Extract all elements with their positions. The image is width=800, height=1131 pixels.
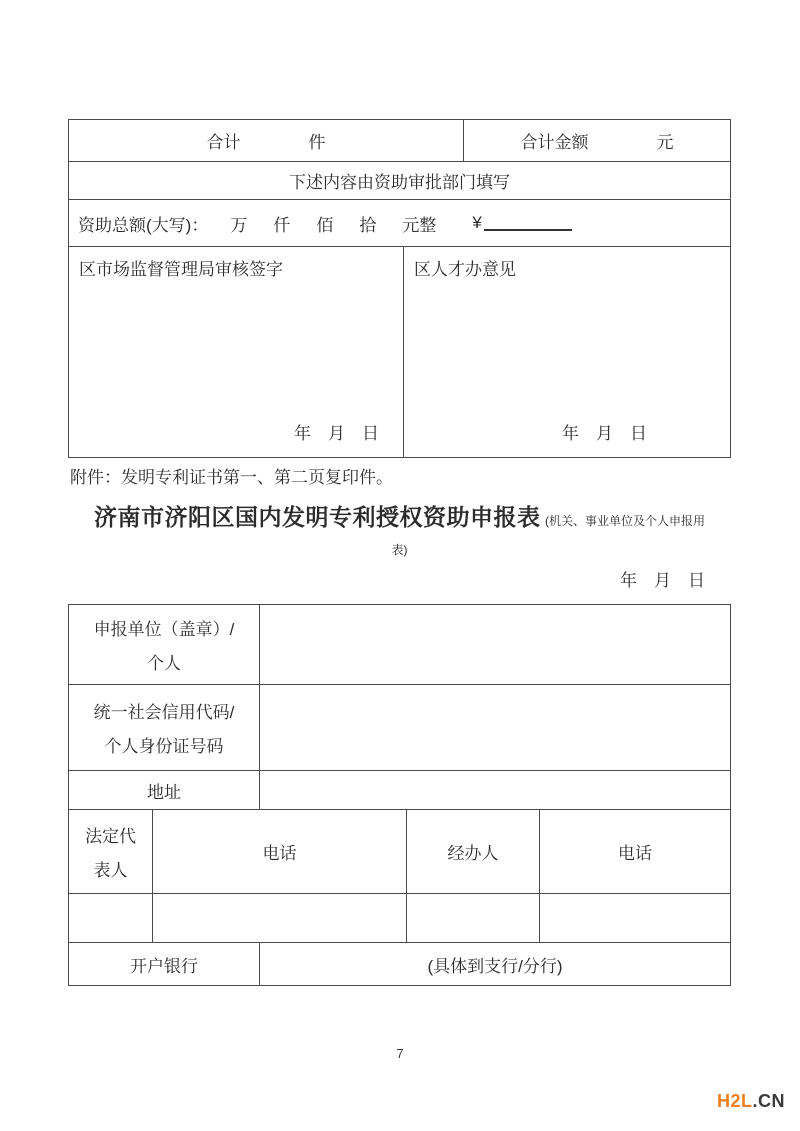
credit-code-label-line1: 统一社会信用代码/ bbox=[93, 703, 235, 722]
amount-unit-qian: 仟 bbox=[273, 215, 291, 235]
total-count-cell: 合计 件 bbox=[206, 133, 326, 152]
form-title-main: 济南市济阳区国内发明专利授权资助申报表 bbox=[94, 504, 541, 530]
empty-fill-row bbox=[69, 893, 730, 942]
market-bureau-sign-date: 年 月 日 bbox=[294, 424, 379, 443]
market-bureau-sign-cell bbox=[69, 247, 403, 457]
credit-code-label-line2: 个人身份证号码 bbox=[104, 737, 224, 756]
legal-rep-row bbox=[69, 809, 730, 893]
site-watermark-logo bbox=[717, 1091, 785, 1112]
logo-part-h2l: H2L bbox=[716, 1091, 753, 1111]
form-title-suffix-line1: (机关、事业单位及个人申报用 bbox=[544, 514, 705, 528]
bank-row bbox=[69, 942, 730, 985]
credit-code-row bbox=[69, 684, 730, 770]
total-amount-cell: 合计金额 元 bbox=[463, 120, 730, 161]
talent-office-sign-cell bbox=[403, 247, 730, 457]
page-number: 7 bbox=[396, 1046, 404, 1061]
credit-code-value-cell bbox=[259, 685, 730, 770]
legal-rep-label-line2: 表人 bbox=[93, 861, 128, 880]
signature-row bbox=[69, 246, 730, 457]
handler-label-cell: 经办人 bbox=[406, 810, 539, 893]
amount-unit-bai: 佰 bbox=[316, 215, 334, 235]
total-row bbox=[69, 120, 730, 161]
applicant-label-line1: 申报单位（盖章）/ bbox=[93, 620, 235, 639]
legal-rep-phone-label-cell: 电话 bbox=[152, 810, 406, 893]
amount-unit-yuanzheng: 元整 bbox=[402, 215, 437, 235]
talent-office-sign-date: 年 月 日 bbox=[562, 424, 647, 443]
currency-symbol: ¥ bbox=[472, 213, 482, 232]
empty-cell-2 bbox=[152, 894, 406, 942]
bank-label-cell: 开户银行 bbox=[130, 956, 198, 976]
applicant-row bbox=[69, 605, 730, 684]
amount-blank-line bbox=[484, 216, 572, 231]
attachment-note: 附件：发明专利证书第一、第二页复印件。 bbox=[70, 468, 393, 487]
subsidy-amount-label: 资助总额(大写)： bbox=[78, 215, 209, 235]
talent-office-sign-label: 区人才办意见 bbox=[414, 260, 516, 279]
address-label-cell: 地址 bbox=[147, 782, 181, 802]
address-row bbox=[69, 770, 730, 809]
bank-value-cell: (具体到支行/分行) bbox=[259, 943, 730, 985]
legal-rep-label-cell bbox=[69, 810, 152, 893]
legal-rep-label-line1: 法定代 bbox=[85, 827, 136, 846]
market-bureau-sign-label: 区市场监督管理局审核签字 bbox=[79, 260, 283, 279]
address-value-cell bbox=[259, 771, 730, 809]
application-table bbox=[68, 604, 731, 986]
amount-unit-shi: 拾 bbox=[359, 215, 377, 235]
approval-table bbox=[68, 119, 731, 458]
handler-phone-label-cell: 电话 bbox=[539, 810, 730, 893]
applicant-label-cell bbox=[69, 605, 259, 684]
empty-cell-3 bbox=[406, 894, 539, 942]
logo-part-cn: .CN bbox=[752, 1091, 785, 1111]
empty-cell-4 bbox=[539, 894, 730, 942]
form-title bbox=[68, 499, 731, 532]
form-title-suffix-line2: 表) bbox=[391, 543, 408, 557]
form-date-line: 年 月 日 bbox=[620, 571, 705, 590]
approval-note-row: 下述内容由资助审批部门填写 bbox=[69, 161, 730, 199]
credit-code-label-cell bbox=[69, 685, 259, 770]
subsidy-amount-row bbox=[69, 199, 730, 246]
empty-cell-1 bbox=[69, 894, 152, 942]
applicant-label-line2: 个人 bbox=[147, 654, 181, 673]
amount-unit-wan: 万 bbox=[230, 215, 248, 235]
applicant-value-cell bbox=[259, 605, 730, 684]
